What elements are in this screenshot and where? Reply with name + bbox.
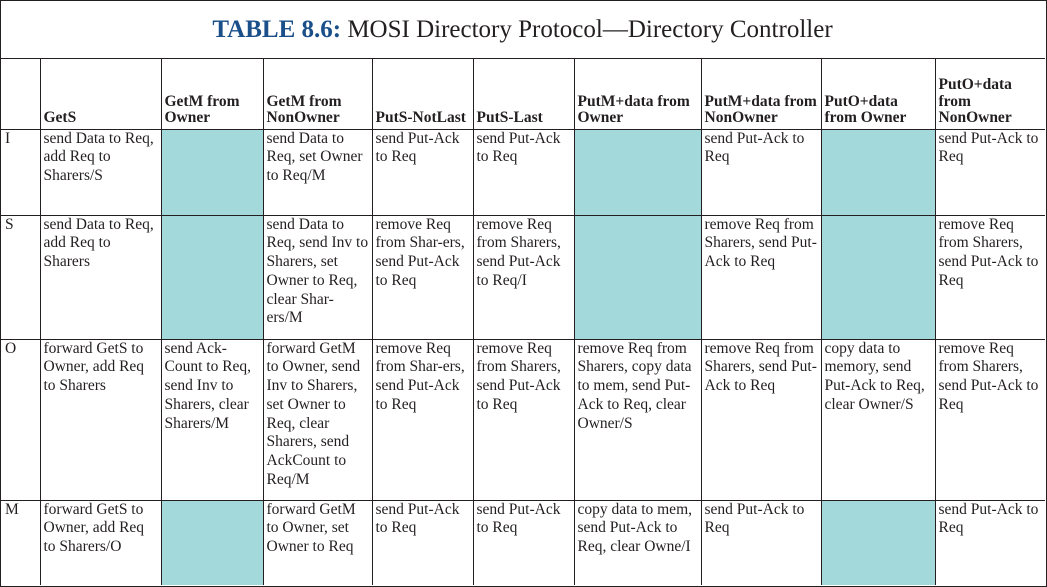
table-title: [212, 15, 832, 45]
table-row-state-m: [0, 500, 1045, 585]
cell-empty: [161, 500, 263, 585]
cell-empty: [161, 129, 263, 215]
cell-action: send Put-Ack to Req: [372, 500, 473, 585]
cell-empty: [821, 129, 935, 215]
cell-action: send Put-Ack to Req: [473, 129, 574, 215]
state-label: I: [0, 129, 40, 215]
table-row-state-i: [0, 129, 1045, 215]
header-getm-from-owner: GetM from Owner: [161, 59, 263, 129]
cell-action: send Put-Ack to Req: [935, 500, 1045, 585]
table-row-state-o: [0, 339, 1045, 500]
cell-action: send Data to Req, add Req to Sharers/S: [40, 129, 161, 215]
cell-action: send Put-Ack to Req: [372, 129, 473, 215]
cell-action: send Data to Req, set Owner to Req/M: [263, 129, 372, 215]
cell-empty: [574, 129, 701, 215]
header-puts-last: PutS-Last: [473, 59, 574, 129]
header-gets: GetS: [40, 59, 161, 129]
cell-action: copy data to memory, send Put-Ack to Req, clear Owner/S: [821, 339, 935, 500]
cell-action: send Data to Req, add Req to Sharers: [40, 215, 161, 339]
header-puts-notlast: PutS-NotLast: [372, 59, 473, 129]
cell-action: send Put-Ack to Req: [473, 500, 574, 585]
cell-action: send Put-Ack to Req: [701, 500, 821, 585]
directory-protocol-table: [0, 59, 1045, 585]
header-getm-from-nonowner: GetM from NonOwner: [263, 59, 372, 129]
cell-empty: [161, 215, 263, 339]
cell-empty: [821, 215, 935, 339]
cell-action: send Ack-Count to Req, send Inv to Sharers, clear Sharers/M: [161, 339, 263, 500]
cell-action: forward GetS to Owner, add Req to Sharers/O: [40, 500, 161, 585]
cell-action: remove Req from Sharers, send Put-Ack to Req: [701, 215, 821, 339]
cell-action: remove Req from Sharers, send Put-Ack to Req: [473, 339, 574, 500]
state-label: S: [0, 215, 40, 339]
table-row-state-s: [0, 215, 1045, 339]
header-puto-data-from-owner: PutO+data from Owner: [821, 59, 935, 129]
cell-action: copy data to mem, send Put-Ack to Req, clear Owne/I: [574, 500, 701, 585]
header-puto-data-from-nonowner: PutO+data from NonOwner: [935, 59, 1045, 129]
header-putm-data-from-nonowner: PutM+data from NonOwner: [701, 59, 821, 129]
cell-empty: [821, 500, 935, 585]
cell-action: send Put-Ack to Req: [935, 129, 1045, 215]
cell-action: remove Req from Sharers, copy data to mem, send Put-Ack to Req, clear Owner/S: [574, 339, 701, 500]
header-putm-data-from-owner: PutM+data from Owner: [574, 59, 701, 129]
cell-action: remove Req from Shar-ers, send Put-Ack to Req: [372, 339, 473, 500]
table-caption: MOSI Directory Protocol—Directory Controller: [341, 16, 833, 43]
header-row: [0, 59, 1045, 129]
table-title-bar: [0, 0, 1045, 59]
cell-action: remove Req from Shar-ers, send Put-Ack to Req: [372, 215, 473, 339]
cell-action: forward GetM to Owner, send Inv to Sharers, set Owner to Req, clear Sharers, send AckCount to Req/M: [263, 339, 372, 500]
state-label: O: [0, 339, 40, 500]
cell-action: remove Req from Sharers, send Put-Ack to Req/I: [473, 215, 574, 339]
cell-action: remove Req from Sharers, send Put-Ack to Req: [935, 215, 1045, 339]
cell-action: send Put-Ack to Req: [701, 129, 821, 215]
table-number: TABLE 8.6:: [212, 16, 342, 43]
cell-empty: [574, 215, 701, 339]
header-state-corner: [0, 59, 40, 129]
cell-action: forward GetM to Owner, set Owner to Req: [263, 500, 372, 585]
cell-action: forward GetS to Owner, add Req to Sharers: [40, 339, 161, 500]
cell-action: remove Req from Sharers, send Put-Ack to Req: [701, 339, 821, 500]
cell-action: send Data to Req, send Inv to Sharers, set Owner to Req, clear Shar-ers/M: [263, 215, 372, 339]
cell-action: remove Req from Sharers, send Put-Ack to Req: [935, 339, 1045, 500]
state-label: M: [0, 500, 40, 585]
